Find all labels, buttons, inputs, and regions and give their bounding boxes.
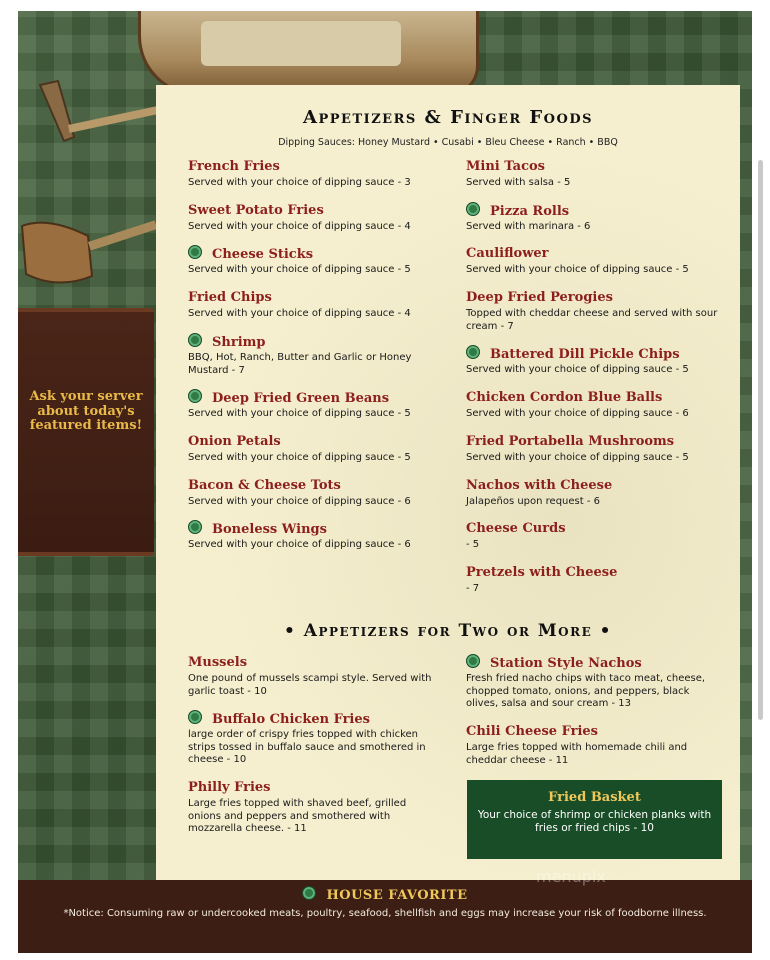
menu-item-name <box>466 289 721 306</box>
menu-item-title: Pizza Rolls <box>490 204 570 219</box>
menu-item-desc: Served with your choice of dipping sauce - 4 <box>188 221 411 232</box>
fried-basket-title: Fried Basket <box>548 790 641 805</box>
menu-item <box>466 289 721 333</box>
menu-item-name <box>466 433 721 450</box>
menu-item-title: Nachos with Cheese <box>466 478 613 493</box>
house-favorite-icon <box>188 245 202 259</box>
menu-item-name <box>188 654 438 671</box>
menu-item-title: Mini Tacos <box>466 159 546 174</box>
menu-item-title: Sweet Potato Fries <box>188 203 324 218</box>
menu-item-name <box>188 710 438 727</box>
menu-item-desc: Served with your choice of dipping sauce - 5 <box>466 364 689 375</box>
menu-item <box>466 433 721 465</box>
menu-item-title: Onion Petals <box>188 434 281 449</box>
menu-item-name <box>466 245 721 262</box>
menu-item-name <box>466 158 721 175</box>
menu-item <box>466 723 721 767</box>
house-favorite-icon <box>302 886 316 900</box>
menu-item-title: Cheese Curds <box>466 521 566 536</box>
menu-item-desc: Large fries topped with homemade chili and cheddar cheese - 11 <box>466 742 688 766</box>
menu-item-name <box>466 202 721 219</box>
menu-item-name <box>188 477 433 494</box>
menu-item <box>466 520 721 552</box>
menu-item-title: Cauliflower <box>466 246 549 261</box>
menu-item-name <box>188 158 433 175</box>
menu-item <box>466 202 721 234</box>
menu-item-name <box>466 564 721 581</box>
food-safety-notice: *Notice: Consuming raw or undercooked meats, poultry, seafood, shellfish and eggs may increase your risk of foodborne illness. <box>63 908 707 919</box>
menu-item-desc: Served with your choice of dipping sauce - 6 <box>188 539 411 550</box>
menu-item-title: Philly Fries <box>188 780 271 795</box>
menu-item-title: Fried Chips <box>188 290 272 305</box>
menu-item <box>466 389 721 421</box>
house-favorite-icon <box>188 389 202 403</box>
golf-bag-image <box>138 11 479 96</box>
menu-background <box>18 11 752 953</box>
menu-item <box>188 289 433 321</box>
menu-item-name <box>188 289 433 306</box>
menu-item-title: Bacon & Cheese Tots <box>188 478 341 493</box>
menu-item-name <box>188 433 433 450</box>
menu-item-title: French Fries <box>188 159 280 174</box>
menu-item <box>188 779 438 836</box>
menu-item-title: Chicken Cordon Blue Balls <box>466 390 663 405</box>
menu-item-title: Battered Dill Pickle Chips <box>490 347 680 362</box>
dipping-sauces-line: Dipping Sauces: Honey Mustard • Cusabi • Bleu Cheese • Ranch • BBQ <box>278 137 618 148</box>
menu-item-title: Chili Cheese Fries <box>466 724 598 739</box>
menu-item-name <box>188 779 438 796</box>
menu-item-title: Deep Fried Green Beans <box>212 391 390 406</box>
menu-item-desc: Served with your choice of dipping sauce - 5 <box>466 452 689 463</box>
menu-item-desc: large order of crispy fries topped with chicken strips tossed in buffalo sauce and smothered in cheese - 10 <box>188 729 426 765</box>
menu-item-title: Deep Fried Perogies <box>466 290 613 305</box>
menu-item-desc: Fresh fried nacho chips with taco meat, cheese, chopped tomato, onions, and peppers, black olives, salsa and sour cream - 13 <box>466 673 706 709</box>
menu-item-name <box>188 520 433 537</box>
menu-item-name <box>466 345 721 362</box>
appetizer-menu-panel <box>156 85 740 880</box>
house-favorite-icon <box>188 710 202 724</box>
fried-basket-desc: Your choice of shrimp or chicken planks with fries or fried chips - 10 <box>477 809 712 834</box>
menu-item-desc: - 7 <box>466 583 480 594</box>
menu-item <box>466 345 721 377</box>
menu-item-desc: Served with your choice of dipping sauce - 5 <box>188 408 411 419</box>
menu-item <box>188 245 433 277</box>
golf-club-image <box>18 216 158 296</box>
house-favorite-icon <box>188 520 202 534</box>
menu-item-name <box>466 723 721 740</box>
footer-bar <box>18 880 752 953</box>
house-favorite-icon <box>466 654 480 668</box>
menu-item-name <box>188 389 433 406</box>
scrollbar[interactable] <box>758 160 763 720</box>
menu-item <box>188 333 433 377</box>
menu-item-desc: - 5 <box>466 539 480 550</box>
menu-item-desc: Served with your choice of dipping sauce - 6 <box>466 408 689 419</box>
menu-item-title: Fried Portabella Mushrooms <box>466 434 675 449</box>
house-favorite-icon <box>466 345 480 359</box>
menu-item <box>188 477 433 509</box>
menu-item-desc: One pound of mussels scampi style. Served with garlic toast - 10 <box>188 673 432 697</box>
menu-item <box>188 654 438 698</box>
menu-item <box>466 158 721 190</box>
menu-item-desc: Served with your choice of dipping sauce - 6 <box>188 496 411 507</box>
menu-item <box>466 245 721 277</box>
featured-items-callout: Ask your server about today's featured items! <box>29 389 143 433</box>
menu-item-desc: Served with your choice of dipping sauce - 5 <box>188 452 411 463</box>
menu-item-title: Buffalo Chicken Fries <box>212 712 370 727</box>
menu-item-desc: BBQ, Hot, Ranch, Butter and Garlic or Honey Mustard - 7 <box>188 352 412 376</box>
menu-item-desc: Served with marinara - 6 <box>466 221 591 232</box>
menu-item-desc: Topped with cheddar cheese and served with sour cream - 7 <box>466 308 718 332</box>
menu-item-title: Pretzels with Cheese <box>466 565 618 580</box>
menu-item <box>188 158 433 190</box>
house-favorite-legend <box>18 886 752 903</box>
menu-item-title: Boneless Wings <box>212 522 327 537</box>
menu-item <box>466 654 721 711</box>
menu-item-desc: Served with salsa - 5 <box>466 177 571 188</box>
menu-item-name <box>466 520 721 537</box>
house-favorite-icon <box>188 333 202 347</box>
appetizers-title: Appetizers & Finger Foods <box>303 107 593 128</box>
menu-item-desc: Served with your choice of dipping sauce - 4 <box>188 308 411 319</box>
menu-item-name <box>466 389 721 406</box>
menu-item <box>466 477 721 509</box>
menu-item-title: Mussels <box>188 655 248 670</box>
menu-item-title: Station Style Nachos <box>490 656 642 671</box>
menu-item <box>188 520 433 552</box>
fried-basket-box <box>467 780 722 859</box>
menu-item-name <box>466 654 721 671</box>
menu-item-name <box>466 477 721 494</box>
menu-item-name <box>188 333 433 350</box>
menu-item-desc: Large fries topped with shaved beef, grilled onions and peppers and smothered with mozzarella cheese. - 11 <box>188 798 407 834</box>
house-favorite-label: HOUSE FAVORITE <box>326 888 468 903</box>
menu-item-title: Cheese Sticks <box>212 247 314 262</box>
for-two-title: • Appetizers for Two or More • <box>283 621 613 641</box>
menu-item-desc: Jalapeños upon request - 6 <box>466 496 600 507</box>
menu-item-desc: Served with your choice of dipping sauce - 5 <box>466 264 689 275</box>
menu-item-desc: Served with your choice of dipping sauce - 5 <box>188 264 411 275</box>
menupix-watermark: menupix <box>536 867 606 886</box>
menu-item <box>188 433 433 465</box>
menu-item-title: Shrimp <box>212 335 266 350</box>
house-favorite-icon <box>466 202 480 216</box>
menu-item <box>188 202 433 234</box>
menu-item <box>188 710 438 767</box>
menu-item-desc: Served with your choice of dipping sauce - 3 <box>188 177 411 188</box>
menu-item <box>188 389 433 421</box>
menu-item-name <box>188 202 433 219</box>
side-callout-panel <box>18 308 154 556</box>
menu-item-name <box>188 245 433 262</box>
menu-item <box>466 564 721 596</box>
golf-club-image <box>28 77 168 147</box>
